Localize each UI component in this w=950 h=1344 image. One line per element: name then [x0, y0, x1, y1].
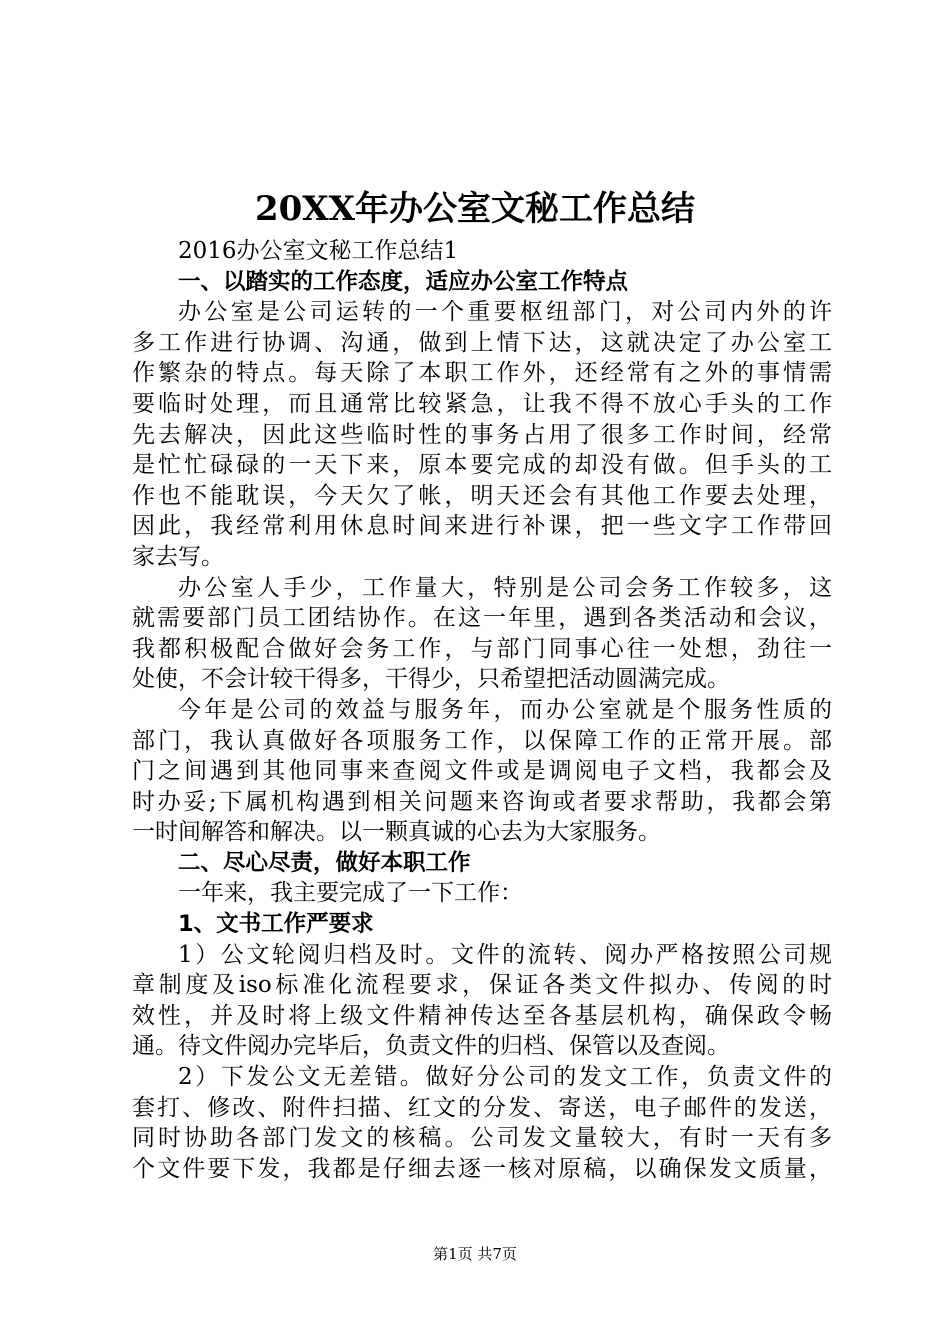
paragraph-line: 处使，不会计较干得多，干得少，只希望把活动圆满完成。 — [132, 666, 730, 693]
paragraph-line: 章制度及iso标准化流程要求，保证各类文件拟办、传阅的时 — [132, 972, 832, 999]
document-title: 20XX年办公室文秘工作总结 — [254, 189, 696, 229]
paragraph-line: 2016办公室文秘工作总结1 — [178, 238, 459, 264]
paragraph-line: 先去解决，因此这些临时性的事务占用了很多工作时间，经常 — [132, 421, 832, 448]
paragraph-line: 通。待文件阅办完毕后，负责文件的归档、保管以及查阅。 — [132, 1033, 730, 1060]
paragraph-line: 今年是公司的效益与服务年，而办公室就是个服务性质的 — [178, 696, 832, 723]
paragraph-line: 套打、修改、附件扫描、红文的分发、寄送，电子邮件的发送， — [132, 1094, 832, 1121]
paragraph-line: 时办妥;下属机构遇到相关问题来咨询或者要求帮助，我都会第 — [132, 788, 832, 815]
paragraph-line: 一时间解答和解决。以一颗真诚的心去为大家服务。 — [132, 819, 661, 846]
paragraph-line: 我都积极配合做好会务工作，与部门同事心往一处想，劲往一 — [132, 635, 832, 662]
paragraph-line: 门之间遇到其他同事来查阅文件或是调阅电子文档，我都会及 — [132, 758, 832, 785]
document-body — [132, 236, 832, 1184]
paragraph-line: 效性，并及时将上级文件精神传达至各基层机构，确保政令畅 — [132, 1002, 832, 1029]
paragraph-line: 作繁杂的特点。每天除了本职工作外，还经常有之外的事情需 — [132, 360, 832, 387]
paragraph-line: 部门，我认真做好各项服务工作，以保障工作的正常开展。部 — [132, 727, 832, 754]
paragraph-line: 要临时处理，而且通常比较紧急，让我不得不放心手头的工作 — [132, 390, 832, 417]
paragraph-line: 1）公文轮阅归档及时。文件的流转、阅办严格按照公司规 — [178, 941, 832, 968]
paragraph-line: 因此，我经常利用休息时间来进行补课，把一些文字工作带回 — [132, 513, 832, 540]
paragraph-line: 多工作进行协调、沟通，做到上情下达，这就决定了办公室工 — [132, 329, 832, 356]
paragraph-line: 就需要部门员工团结协作。在这一年里，遇到各类活动和会议， — [132, 605, 832, 632]
paragraph-line: 是忙忙碌碌的一天下来，原本要完成的却没有做。但手头的工 — [132, 452, 832, 479]
paragraph-line: 一年来，我主要完成了一下工作： — [178, 880, 523, 907]
section-heading: 二、尽心尽责，做好本职工作 — [178, 849, 471, 876]
paragraph-line: 家去写。 — [132, 543, 224, 570]
paragraph-line: 办公室是公司运转的一个重要枢纽部门，对公司内外的许 — [178, 299, 832, 326]
paragraph-line: 作也不能耽误，今天欠了帐，明天还会有其他工作要去处理， — [132, 482, 832, 509]
section-heading: 1、文书工作严要求 — [178, 911, 374, 938]
section-heading: 一、以踏实的工作态度，适应办公室工作特点 — [178, 268, 629, 295]
paragraph-line: 办公室人手少，工作量大，特别是公司会务工作较多，这 — [178, 574, 832, 601]
paragraph-line: 2）下发公文无差错。做好分公司的发文工作，负责文件的 — [178, 1064, 832, 1091]
paragraph-line: 同时协助各部门发文的核稿。公司发文量较大，有时一天有多 — [132, 1125, 832, 1152]
paragraph-line: 个文件要下发，我都是仔细去逐一核对原稿，以确保发文质量， — [132, 1155, 832, 1182]
page-footer: 第1页 共7页 — [433, 1245, 517, 1263]
